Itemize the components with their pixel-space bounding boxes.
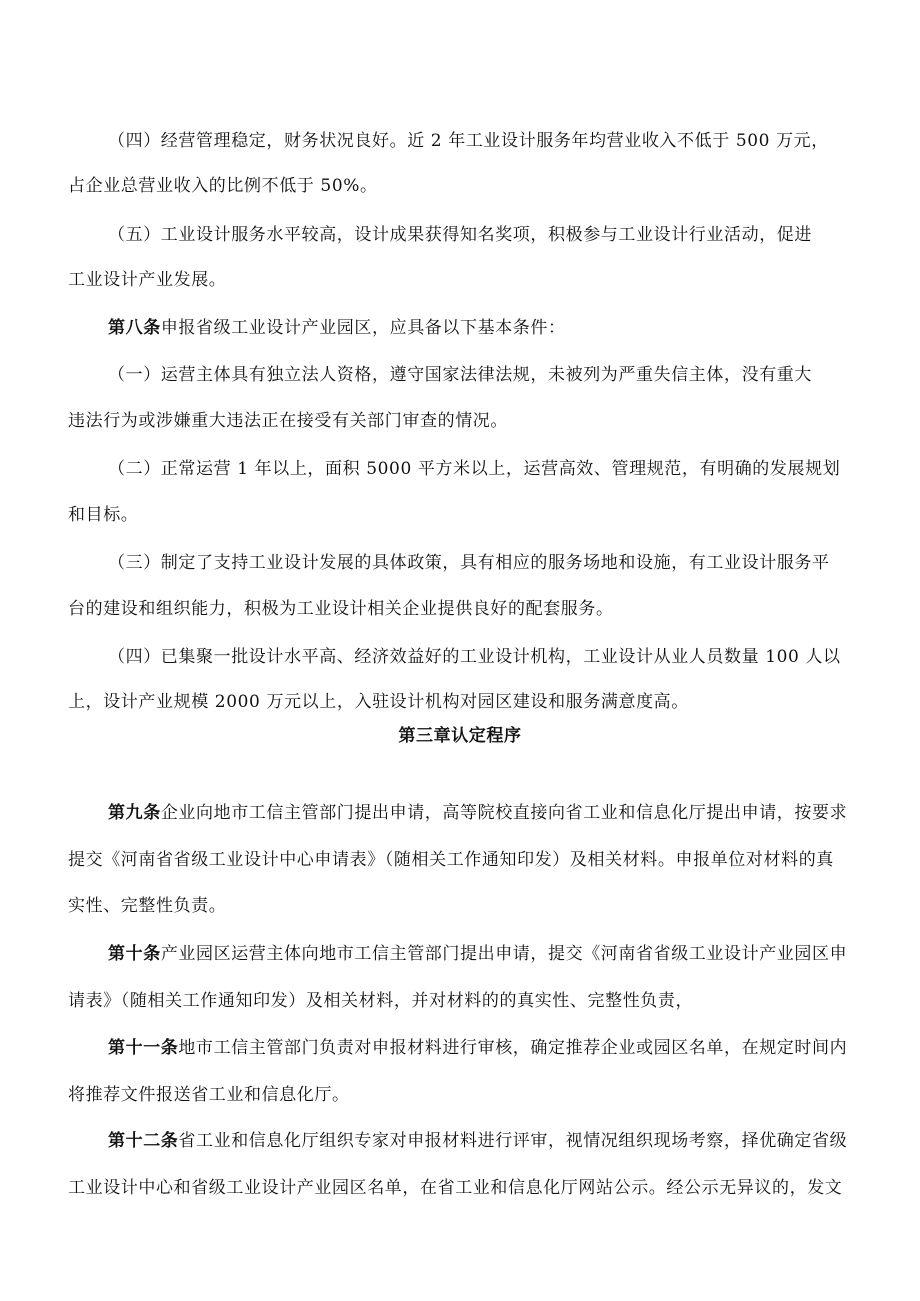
paragraph-line: 请表》（随相关工作通知印发）及相关材料，并对材料的的真实性、完整性负责， (68, 991, 694, 1011)
article-10-paragraph (108, 942, 868, 966)
paragraph-line: 工业设计中心和省级工业设计产业园区名单，在省工业和信息化厅网站公示。经公示无异议的，发文 (68, 1178, 843, 1198)
paragraph-line: （一）运营主体具有独立法人资格，遵守国家法律法规，未被列为严重失信主体，没有重大 (108, 365, 812, 385)
article-8-text: 申报省级工业设计产业园区，应具备以下基本条件： (160, 318, 566, 338)
article-9-text: 企业向地市工信主管部门提出申请，高等院校直接向省工业和信息化厅提出申请，按要求 (160, 803, 848, 823)
chapter-heading: 第三章认定程序 (398, 726, 522, 746)
paragraph-line: （四）经营管理稳定，财务状况良好。近 2 年工业设计服务年均营业收入不低于 500 万元， (108, 131, 829, 151)
article-10-label: 第十条 (108, 944, 161, 964)
paragraph-line: 和目标。 (68, 505, 139, 525)
article-10-text: 产业园区运营主体向地市工信主管部门提出申请，提交《河南省省级工业设计产业园区申 (160, 944, 848, 964)
article-12-text: 省工业和信息化厅组织专家对申报材料进行评审，视情况组织现场考察，择优确定省级 (178, 1131, 848, 1151)
paragraph-line: 实性、完整性负责。 (68, 896, 227, 916)
article-12-label: 第十二条 (108, 1131, 179, 1151)
paragraph-line: 违法行为或涉嫌重大违法正在接受有关部门审查的情况。 (68, 411, 508, 431)
article-8-label: 第八条 (108, 318, 161, 338)
paragraph-line: 工业设计产业发展。 (68, 270, 227, 290)
paragraph-line: 台的建设和组织能力，积极为工业设计相关企业提供良好的配套服务。 (68, 599, 614, 619)
article-8-paragraph (108, 316, 868, 340)
article-9-label: 第九条 (108, 803, 161, 823)
paragraph-line: （三）制定了支持工业设计发展的具体政策，具有相应的服务场地和设施，有工业设计服务平 (108, 553, 830, 573)
paragraph-line: 占企业总营业收入的比例不低于 50%。 (68, 176, 378, 196)
article-11-label: 第十一条 (108, 1038, 179, 1058)
article-11-text: 地市工信主管部门负责对申报材料进行审核，确定推荐企业或园区名单，在规定时间内 (178, 1038, 848, 1058)
paragraph-line: 上，设计产业规模 2000 万元以上，入驻设计机构对园区建设和服务满意度高。 (68, 692, 689, 712)
paragraph-line: 提交《河南省省级工业设计中心申请表》（随相关工作通知印发）及相关材料。申报单位对材料的真 (68, 850, 834, 870)
article-12-paragraph (108, 1129, 868, 1153)
paragraph-line: （二）正常运营 1 年以上，面积 5000 平方米以上，运营高效、管理规范，有明确的发展规划 (108, 459, 841, 479)
paragraph-line: （四）已集聚一批设计水平高、经济效益好的工业设计机构，工业设计从业人员数量 100 人以 (108, 647, 841, 667)
paragraph-line: 将推荐文件报送省工业和信息化厅。 (68, 1085, 350, 1105)
paragraph-line: （五）工业设计服务水平较高，设计成果获得知名奖项，积极参与工业设计行业活动，促进 (108, 225, 812, 245)
article-11-paragraph (108, 1036, 868, 1060)
article-9-paragraph (108, 801, 868, 825)
